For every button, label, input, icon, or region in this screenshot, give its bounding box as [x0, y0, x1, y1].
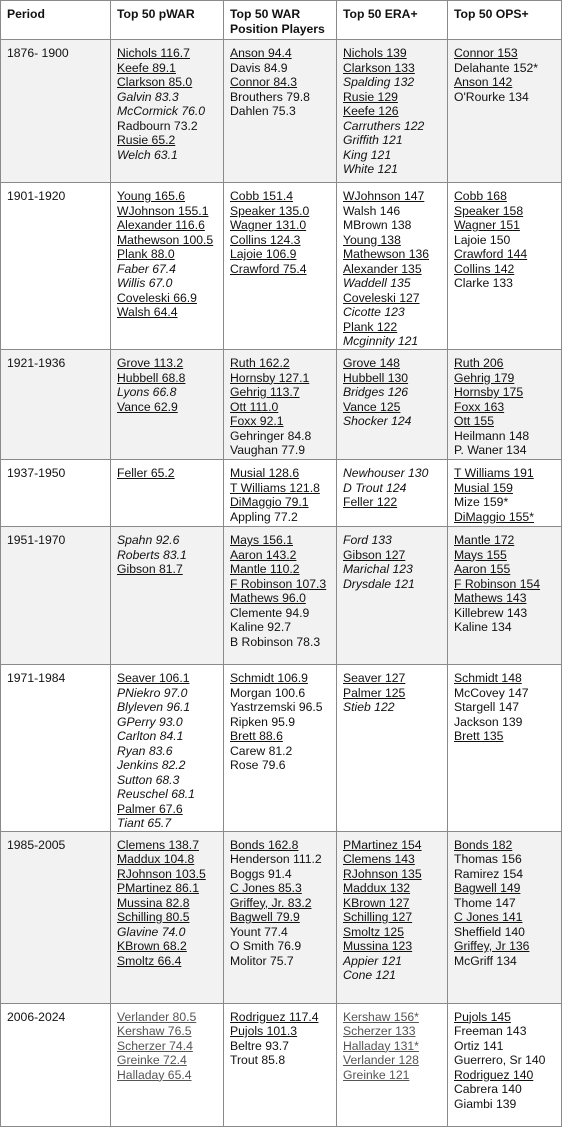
player-entry: Seaver 106.1	[117, 671, 190, 685]
player-entry: Henderson 111.2	[230, 852, 322, 866]
player-entry: Vance 62.9	[117, 399, 178, 414]
era-plus-cell	[337, 460, 448, 527]
player-entry: C Jones 141	[454, 910, 523, 924]
player-entry: Ortiz 141	[454, 1038, 504, 1053]
player-entry: Mathews 96.0	[230, 591, 306, 605]
player-entry: Bridges 126	[343, 385, 409, 399]
player-entry: Rusie 129	[343, 89, 398, 104]
player-entry: MBrown 138	[343, 218, 412, 232]
player-entry: Gehrig 113.7	[230, 385, 300, 399]
player-entry: PMartinez 86.1	[117, 881, 199, 895]
player-entry: Jackson 139	[454, 714, 523, 729]
player-entry: Waddell 135	[343, 276, 411, 290]
table-row	[1, 665, 562, 832]
player-entry: RJohnson 103.5	[117, 866, 206, 881]
player-entry: Rusie 65.2	[117, 133, 176, 147]
ops-plus-cell	[448, 831, 562, 1003]
player-entry: White 121	[343, 162, 398, 176]
player-entry: Mussina 82.8	[117, 895, 190, 910]
player-entry: Coveleski 127	[343, 290, 420, 305]
ops-plus-cell	[448, 665, 562, 832]
player-entry: Anson 142	[454, 75, 513, 89]
player-entry: Alexander 116.6	[117, 218, 205, 232]
player-entry: Clarkson 85.0	[117, 75, 193, 89]
player-entry: Guerrero, Sr 140	[454, 1053, 546, 1067]
player-entry: Boggs 91.4	[230, 866, 292, 881]
ops-plus-cell	[448, 527, 562, 665]
player-entry: Tiant 65.7	[117, 816, 172, 830]
pwar-cell	[111, 665, 224, 832]
player-entry: Plank 88.0	[117, 247, 175, 261]
player-entry: B Robinson 78.3	[230, 634, 321, 649]
player-entry: Carruthers 122	[343, 118, 425, 133]
player-entry: GPerry 93.0	[117, 714, 183, 729]
header-pwar: Top 50 pWAR	[111, 1, 224, 40]
pwar-cell	[111, 527, 224, 665]
player-entry: Palmer 125	[343, 685, 406, 700]
player-entry: T Williams 191	[454, 466, 534, 480]
player-entry: Appling 77.2	[230, 509, 298, 524]
player-entry: Pujols 101.3	[230, 1024, 298, 1038]
player-entry: Ryan 83.6	[117, 743, 173, 758]
player-entry: Keefe 126	[343, 104, 399, 118]
war-position-cell	[224, 831, 337, 1003]
player-entry: Collins 124.3	[230, 232, 301, 247]
player-entry: Ott 155	[454, 414, 494, 428]
player-entry: WJohnson 155.1	[117, 203, 209, 218]
player-entry: Marichal 123	[343, 562, 413, 576]
player-entry: Killebrew 143	[454, 605, 528, 620]
player-entry: McGriff 134	[454, 953, 517, 968]
player-entry: Clemens 138.7	[117, 837, 199, 852]
player-entry: Mantle 110.2	[230, 562, 300, 576]
player-entry: Mathews 143	[454, 591, 527, 605]
player-entry: Clemente 94.9	[230, 605, 310, 620]
player-entry: Feller 65.2	[117, 466, 175, 480]
player-entry: Rodriguez 117.4	[230, 1009, 319, 1024]
player-entry: Kaline 92.7	[230, 620, 291, 634]
player-entry: Thome 147	[454, 895, 516, 910]
table-row	[1, 460, 562, 527]
player-entry: Yastrzemski 96.5	[230, 700, 323, 714]
ops-plus-cell	[448, 1003, 562, 1126]
player-entry: Spahn 92.6	[117, 533, 180, 547]
player-entry: Glavine 74.0	[117, 924, 186, 939]
player-entry: Keefe 89.1	[117, 60, 176, 75]
player-entry: Mize 159*	[454, 495, 509, 509]
period-cell: 1951-1970	[1, 527, 111, 665]
ops-plus-cell	[448, 40, 562, 183]
player-entry: O'Rourke 134	[454, 89, 529, 104]
player-entry: Ruth 206	[454, 356, 504, 370]
player-entry: Vance 125	[343, 399, 401, 414]
player-entry: Maddux 104.8	[117, 852, 195, 866]
era-plus-cell	[337, 183, 448, 350]
player-entry: Crawford 75.4	[230, 261, 307, 276]
player-entry: Speaker 135.0	[230, 203, 310, 218]
period-cell: 2006-2024	[1, 1003, 111, 1126]
table-row	[1, 183, 562, 350]
player-entry: P. Waner 134	[454, 443, 527, 457]
player-entry: Brett 135	[454, 729, 504, 743]
player-entry: Brouthers 79.8	[230, 89, 310, 104]
era-plus-cell	[337, 350, 448, 460]
player-entry: Spalding 132	[343, 75, 415, 89]
war-position-cell	[224, 665, 337, 832]
player-entry: Alexander 135	[343, 261, 422, 276]
player-entry: Kershaw 76.5	[117, 1024, 192, 1038]
player-entry: Young 138	[343, 232, 401, 247]
pwar-cell	[111, 460, 224, 527]
era-plus-cell	[337, 1003, 448, 1126]
player-entry: Coveleski 66.9	[117, 290, 197, 305]
player-entry: DiMaggio 79.1	[230, 495, 309, 509]
player-entry: Clarke 133	[454, 276, 513, 290]
player-entry: Gehringer 84.8	[230, 428, 312, 443]
header-war-position: Top 50 WAR Position Players	[224, 1, 337, 40]
player-entry: Seaver 127	[343, 671, 406, 685]
player-entry: Ripken 95.9	[230, 714, 296, 729]
player-entry: McCovey 147	[454, 685, 529, 700]
pwar-cell	[111, 1003, 224, 1126]
player-entry: Mathewson 100.5	[117, 232, 214, 247]
player-entry: Connor 153	[454, 46, 518, 60]
player-entry: Bagwell 149	[454, 881, 521, 895]
player-entry: Gibson 81.7	[117, 562, 183, 576]
player-entry: Walsh 64.4	[117, 305, 178, 319]
player-entry: Musial 159	[454, 480, 513, 495]
player-entry: Walsh 146	[343, 203, 401, 218]
player-entry: Stargell 147	[454, 700, 520, 714]
player-entry: C Jones 85.3	[230, 881, 302, 895]
player-entry: Plank 122	[343, 319, 398, 334]
war-position-cell	[224, 183, 337, 350]
war-position-cell	[224, 40, 337, 183]
player-entry: Bagwell 79.9	[230, 910, 300, 924]
player-entry: Palmer 67.6	[117, 801, 183, 816]
player-entry: PNiekro 97.0	[117, 685, 188, 700]
period-cell: 1985-2005	[1, 831, 111, 1003]
player-entry: Schmidt 106.9	[230, 671, 308, 685]
table-row	[1, 1003, 562, 1126]
player-entry: Cobb 168	[454, 189, 507, 203]
player-entry: Drysdale 121	[343, 576, 415, 591]
player-entry: Pujols 145	[454, 1009, 511, 1024]
player-entry: Feller 122	[343, 495, 398, 509]
header-period: Period	[1, 1, 111, 40]
player-entry: Molitor 75.7	[230, 953, 294, 968]
player-entry: Dahlen 75.3	[230, 104, 296, 118]
era-plus-cell	[337, 40, 448, 183]
war-position-cell	[224, 1003, 337, 1126]
player-entry: Scherzer 133	[343, 1024, 416, 1038]
player-entry: Grove 148	[343, 356, 400, 370]
player-entry: Appier 121	[343, 953, 402, 968]
player-entry: PMartinez 154	[343, 837, 422, 852]
player-entry: Halladay 131*	[343, 1038, 419, 1053]
player-entry: Sheffield 140	[454, 924, 525, 939]
player-entry: Foxx 163	[454, 399, 505, 414]
player-entry: Griffey, Jr 136	[454, 939, 530, 953]
war-position-cell	[224, 460, 337, 527]
player-entry: O Smith 76.9	[230, 939, 302, 953]
period-cell: 1876- 1900	[1, 40, 111, 183]
player-entry: Hornsby 127.1	[230, 370, 310, 385]
player-entry: Blyleven 96.1	[117, 700, 191, 714]
player-entry: Nichols 139	[343, 46, 407, 60]
player-entry: Wagner 151	[454, 218, 520, 232]
player-entry: Morgan 100.6	[230, 685, 306, 700]
player-entry: Mays 155	[454, 547, 507, 562]
player-entry: Shocker 124	[343, 414, 412, 428]
player-entry: Grove 113.2	[117, 356, 184, 370]
player-entry: Schmidt 148	[454, 671, 522, 685]
player-entry: Stieb 122	[343, 700, 395, 714]
player-entry: Heilmann 148	[454, 428, 530, 443]
player-entry: Kaline 134	[454, 620, 512, 634]
player-entry: Yount 77.4	[230, 924, 288, 939]
player-entry: Collins 142	[454, 261, 515, 276]
player-entry: Rodriguez 140	[454, 1067, 534, 1082]
table-row	[1, 350, 562, 460]
player-entry: Musial 128.6	[230, 466, 300, 480]
player-entry: Mathewson 136	[343, 247, 430, 261]
player-entry: Mcginnity 121	[343, 334, 419, 348]
player-entry: Newhouser 130	[343, 466, 429, 480]
player-entry: RJohnson 135	[343, 866, 422, 881]
player-entry: Welch 63.1	[117, 147, 178, 162]
player-entry: Hubbell 68.8	[117, 370, 186, 385]
player-entry: Beltre 93.7	[230, 1038, 289, 1053]
pwar-cell	[111, 183, 224, 350]
player-entry: F Robinson 107.3	[230, 576, 327, 591]
player-entry: Cabrera 140	[454, 1082, 522, 1096]
table-row	[1, 831, 562, 1003]
player-entry: Nichols 116.7	[117, 46, 190, 60]
war-position-cell	[224, 527, 337, 665]
player-entry: Maddux 132	[343, 881, 411, 895]
player-entry: Clarkson 133	[343, 60, 415, 75]
player-entry: Reuschel 68.1	[117, 787, 195, 801]
player-entry: Crawford 144	[454, 247, 528, 261]
player-entry: Foxx 92.1	[230, 414, 284, 428]
player-entry: Galvin 83.3	[117, 89, 179, 104]
player-entry: Schilling 127	[343, 910, 413, 924]
era-plus-cell	[337, 527, 448, 665]
era-plus-cell	[337, 831, 448, 1003]
player-entry: Ramirez 154	[454, 866, 524, 881]
player-entry: Mussina 123	[343, 939, 413, 953]
player-entry: Griffey, Jr. 83.2	[230, 895, 312, 910]
header-row	[1, 1, 562, 40]
player-entry: D Trout 124	[343, 480, 407, 495]
player-entry: Delahante 152*	[454, 60, 539, 75]
period-cell: 1901-1920	[1, 183, 111, 350]
player-entry: Aaron 143.2	[230, 547, 297, 562]
player-entry: Anson 94.4	[230, 46, 292, 60]
player-entry: Lajoie 106.9	[230, 247, 297, 261]
player-entry: Connor 84.3	[230, 75, 298, 89]
player-entry: Halladay 65.4	[117, 1067, 192, 1082]
player-entry: Greinke 121	[343, 1067, 410, 1082]
pwar-cell	[111, 831, 224, 1003]
player-entry: Griffith 121	[343, 133, 403, 147]
player-entry: Clemens 143	[343, 852, 415, 866]
player-entry: Hornsby 175	[454, 385, 524, 399]
player-entry: Wagner 131.0	[230, 218, 307, 232]
player-entry: Smoltz 125	[343, 924, 404, 939]
table-body	[1, 40, 562, 1127]
player-entry: KBrown 68.2	[117, 939, 187, 953]
player-entry: Ott 111.0	[230, 399, 279, 414]
player-entry: Sutton 68.3	[117, 772, 180, 787]
player-entry: F Robinson 154	[454, 576, 541, 591]
era-plus-cell	[337, 665, 448, 832]
player-entry: Carlton 84.1	[117, 729, 184, 743]
player-entry: Smoltz 66.4	[117, 953, 182, 968]
ops-plus-cell	[448, 350, 562, 460]
player-entry: Bonds 182	[454, 837, 513, 852]
player-entry: King 121	[343, 147, 392, 162]
player-entry: Cicotte 123	[343, 305, 405, 319]
pwar-cell	[111, 40, 224, 183]
player-entry: Freeman 143	[454, 1024, 527, 1038]
player-entry: Cone 121	[343, 968, 396, 982]
period-cell: 1971-1984	[1, 665, 111, 832]
player-entry: Lajoie 150	[454, 232, 511, 247]
player-entry: Davis 84.9	[230, 60, 288, 75]
player-entry: Rose 79.6	[230, 758, 286, 772]
header-era-plus: Top 50 ERA+	[337, 1, 448, 40]
player-entry: Gibson 127	[343, 547, 406, 562]
period-cell: 1921-1936	[1, 350, 111, 460]
player-entry: Ford 133	[343, 533, 392, 547]
player-entry: Lyons 66.8	[117, 385, 177, 399]
player-entry: T Williams 121.8	[230, 480, 320, 495]
player-entry: Mays 156.1	[230, 533, 294, 547]
player-entry: DiMaggio 155*	[454, 509, 534, 524]
player-entry: WJohnson 147	[343, 189, 425, 203]
player-entry: McCormick 76.0	[117, 104, 206, 118]
player-entry: Gehrig 179	[454, 370, 515, 385]
player-entry: Faber 67.4	[117, 261, 176, 276]
player-entry: Aaron 155	[454, 562, 511, 576]
player-entry: Scherzer 74.4	[117, 1038, 193, 1053]
player-entry: Jenkins 82.2	[117, 758, 186, 772]
war-position-cell	[224, 350, 337, 460]
player-entry: Ruth 162.2	[230, 356, 290, 370]
player-entry: Radbourn 73.2	[117, 118, 198, 133]
player-entry: Giambi 139	[454, 1096, 517, 1111]
player-entry: Schilling 80.5	[117, 910, 190, 924]
header-ops-plus: Top 50 OPS+	[448, 1, 562, 40]
player-entry: Bonds 162.8	[230, 837, 299, 852]
period-cell: 1937-1950	[1, 460, 111, 527]
player-entry: Kershaw 156*	[343, 1009, 419, 1024]
player-entry: Hubbell 130	[343, 370, 409, 385]
player-entry: Verlander 128	[343, 1053, 419, 1067]
table-row	[1, 527, 562, 665]
table-row	[1, 40, 562, 183]
player-entry: Cobb 151.4	[230, 189, 294, 203]
ops-plus-cell	[448, 183, 562, 350]
player-entry: Willis 67.0	[117, 276, 173, 290]
player-entry: Roberts 83.1	[117, 547, 187, 562]
pwar-cell	[111, 350, 224, 460]
player-entry: KBrown 127	[343, 895, 410, 910]
player-entry: Brett 88.6	[230, 729, 283, 743]
player-entry: Vaughan 77.9	[230, 443, 305, 457]
player-entry: Verlander 80.5	[117, 1009, 197, 1024]
player-entry: Trout 85.8	[230, 1053, 286, 1067]
ops-plus-cell	[448, 460, 562, 527]
player-entry: Greinke 72.4	[117, 1053, 187, 1067]
player-entry: Thomas 156	[454, 852, 522, 866]
player-entry: Young 165.6	[117, 189, 186, 203]
player-entry: Mantle 172	[454, 533, 515, 547]
player-entry: Speaker 158	[454, 203, 524, 218]
player-entry: Carew 81.2	[230, 743, 293, 758]
